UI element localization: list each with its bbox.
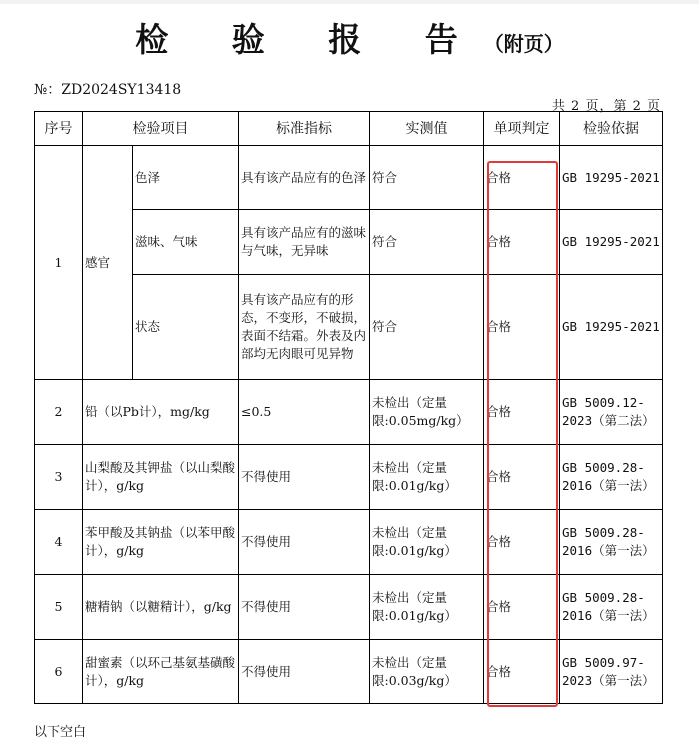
stamp-edge-fragment [690, 420, 699, 580]
measured-cell: 未检出（定量限:0.01g/kg） [370, 445, 484, 510]
table-row [35, 640, 663, 704]
measured-cell: 未检出（定量限:0.05mg/kg） [370, 380, 484, 445]
basis-cell: GB 5009.28-2016（第一法） [560, 445, 663, 510]
table-header-row [35, 112, 663, 146]
item-cell: 状态 [133, 275, 239, 380]
standard-cell: 不得使用 [239, 640, 370, 704]
item-cell: 山梨酸及其钾盐（以山梨酸计），g/kg [83, 445, 239, 510]
measured-cell: 符合 [370, 146, 484, 210]
table-row [35, 510, 663, 575]
judgement-cell: 合格 [484, 445, 560, 510]
row-no: 5 [35, 575, 83, 640]
category-label: 感官 [83, 146, 133, 380]
basis-cell: GB 19295-2021 [560, 146, 663, 210]
measured-cell: 未检出（定量限:0.01g/kg） [370, 575, 484, 640]
blank-note: 以下空白 [34, 725, 87, 740]
item-cell: 铅（以Pb计），mg/kg [83, 380, 239, 445]
measured-cell: 符合 [370, 275, 484, 380]
item-cell: 甜蜜素（以环己基氨基磺酸计），g/kg [83, 640, 239, 704]
item-cell: 色泽 [133, 146, 239, 210]
standard-cell: 具有该产品应有的色泽 [239, 146, 370, 210]
judgement-cell: 合格 [484, 575, 560, 640]
table-row [35, 575, 663, 640]
basis-cell: GB 19295-2021 [560, 210, 663, 275]
table-row [35, 146, 663, 210]
standard-cell: 具有该产品应有的滋味与气味，无异味 [239, 210, 370, 275]
standard-cell: 不得使用 [239, 510, 370, 575]
basis-cell: GB 5009.12-2023（第二法） [560, 380, 663, 445]
row-no: 1 [35, 146, 83, 380]
standard-cell: ≤0.5 [239, 380, 370, 445]
measured-cell: 未检出（定量限:0.01g/kg） [370, 510, 484, 575]
item-cell: 苯甲酸及其钠盐（以苯甲酸计），g/kg [83, 510, 239, 575]
standard-cell: 具有该产品应有的形态，不变形，不破损，表面不结霜。外表及内部均无肉眼可见异物 [239, 275, 370, 380]
col-header-item: 检验项目 [83, 112, 239, 146]
measured-cell: 符合 [370, 210, 484, 275]
inspection-table [34, 111, 663, 704]
report-title [0, 14, 699, 61]
col-header-standard: 标准指标 [239, 112, 370, 146]
judgement-cell: 合格 [484, 510, 560, 575]
table-row [35, 445, 663, 510]
basis-cell: GB 5009.28-2016（第一法） [560, 510, 663, 575]
standard-cell: 不得使用 [239, 575, 370, 640]
judgement-cell: 合格 [484, 380, 560, 445]
title-sub: （附页） [483, 32, 564, 56]
judgement-cell: 合格 [484, 210, 560, 275]
basis-cell: GB 5009.28-2016（第一法） [560, 575, 663, 640]
col-header-judgement: 单项判定 [484, 112, 560, 146]
report-number: №：ZD2024SY13418 [34, 82, 182, 98]
table-row [35, 380, 663, 445]
measured-cell: 未检出（定量限:0.03g/kg） [370, 640, 484, 704]
page-info: 共 2 页，第 2 页 [551, 99, 661, 114]
judgement-cell: 合格 [484, 275, 560, 380]
basis-cell: GB 19295-2021 [560, 275, 663, 380]
standard-cell: 不得使用 [239, 445, 370, 510]
col-header-basis: 检验依据 [560, 112, 663, 146]
row-no: 4 [35, 510, 83, 575]
col-header-no: 序号 [35, 112, 83, 146]
basis-cell: GB 5009.97-2023（第一法） [560, 640, 663, 704]
cropped-header-strip [0, 0, 699, 4]
judgement-cell: 合格 [484, 146, 560, 210]
judgement-cell: 合格 [484, 640, 560, 704]
title-main: 检 验 报 告 [135, 20, 484, 59]
item-cell: 糖精钠（以糖精计），g/kg [83, 575, 239, 640]
col-header-measured: 实测值 [370, 112, 484, 146]
row-no: 6 [35, 640, 83, 704]
row-no: 2 [35, 380, 83, 445]
row-no: 3 [35, 445, 83, 510]
item-cell: 滋味、气味 [133, 210, 239, 275]
